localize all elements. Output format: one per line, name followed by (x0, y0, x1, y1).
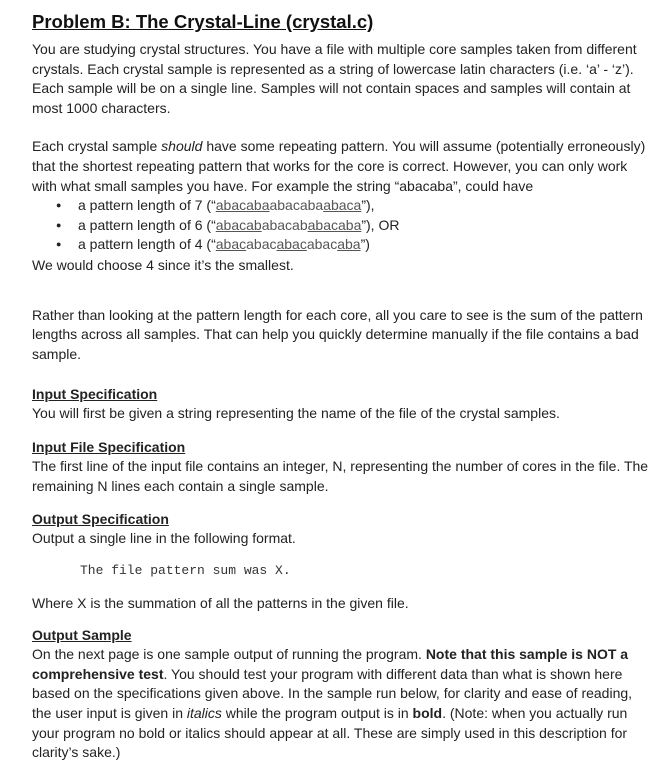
output-sample-text: On the next page is one sample output of running the program. Note that this sample is NOT a comprehensive test. You should test your program with different data than what is shown here based on the specifications given above. In the sample run below, for clarity and ease of reading, the user input is given in italics while the program output is in bold. (Note: when you actually run your program no bold or italics should appear at all. These are simply used in this description for clarity’s sake.) (32, 646, 633, 761)
document-page (32, 10, 652, 763)
input-spec-heading: Input Specification (32, 386, 158, 403)
output-spec-text: Output a single line in the following format. (32, 530, 296, 547)
output-format-line: The file pattern sum was X. (80, 562, 291, 578)
input-file-spec-text: The first line of the input file contains an integer, N, representing the number of cores in the file. The remaining N lines each contain a single sample. (32, 457, 649, 494)
output-sample-heading: Output Sample (32, 627, 132, 644)
input-file-spec-heading: Input File Specification (32, 438, 186, 455)
sum-paragraph: Rather than looking at the pattern length for each core, all you care to see is the sum of the pattern lengths across all samples. That can help you quickly determine manually if the file contains a bad sample. (32, 306, 643, 362)
choice-sentence: We would choose 4 since it’s the smallest. (32, 256, 294, 273)
list-item: ● a pattern length of 4 (“abacabacabacabacaba”) (56, 235, 652, 255)
output-spec-heading: Output Specification (32, 511, 169, 528)
intro-paragraph: You are studying crystal structures. You have a file with multiple core samples taken from different crystals. Each crystal sample is represented as a string of lowercase latin characters (i.e. ‘a’ - ‘z’). Each sample will be on a single line. Samples will not contain spaces and samples will contain at most 1000 characters. (32, 41, 637, 116)
not-comprehensive-note: Note that this sample is NOT a comprehensive test (32, 646, 629, 682)
input-spec-text: You will first be given a string representing the name of the file of the crystal samples. (32, 405, 560, 422)
pattern-paragraph (32, 137, 652, 196)
pattern-examples-list (32, 196, 652, 255)
pattern-paragraph-lead: Each crystal sample (32, 138, 162, 155)
bold-word: bold (412, 705, 443, 722)
output-where-text: Where X is the summation of all the patterns in the given file. (32, 594, 409, 611)
list-item: ● a pattern length of 6 (“abacababacababacaba”), OR (56, 216, 652, 236)
pattern-paragraph-rest: have some repeating pattern. You will assume (potentially erroneously) that the shortest repeating pattern that works for the core is correct. However, you can only work with what small samples you have. For example the string “abacaba”, could have (32, 138, 646, 194)
should-emphasis: should (161, 138, 203, 155)
list-item: ● a pattern length of 7 (“abacabaabacabaabaca”), (56, 196, 652, 216)
problem-title: Problem B: The Crystal-Line (crystal.c) (32, 11, 374, 32)
italics-word: italics (186, 705, 222, 722)
